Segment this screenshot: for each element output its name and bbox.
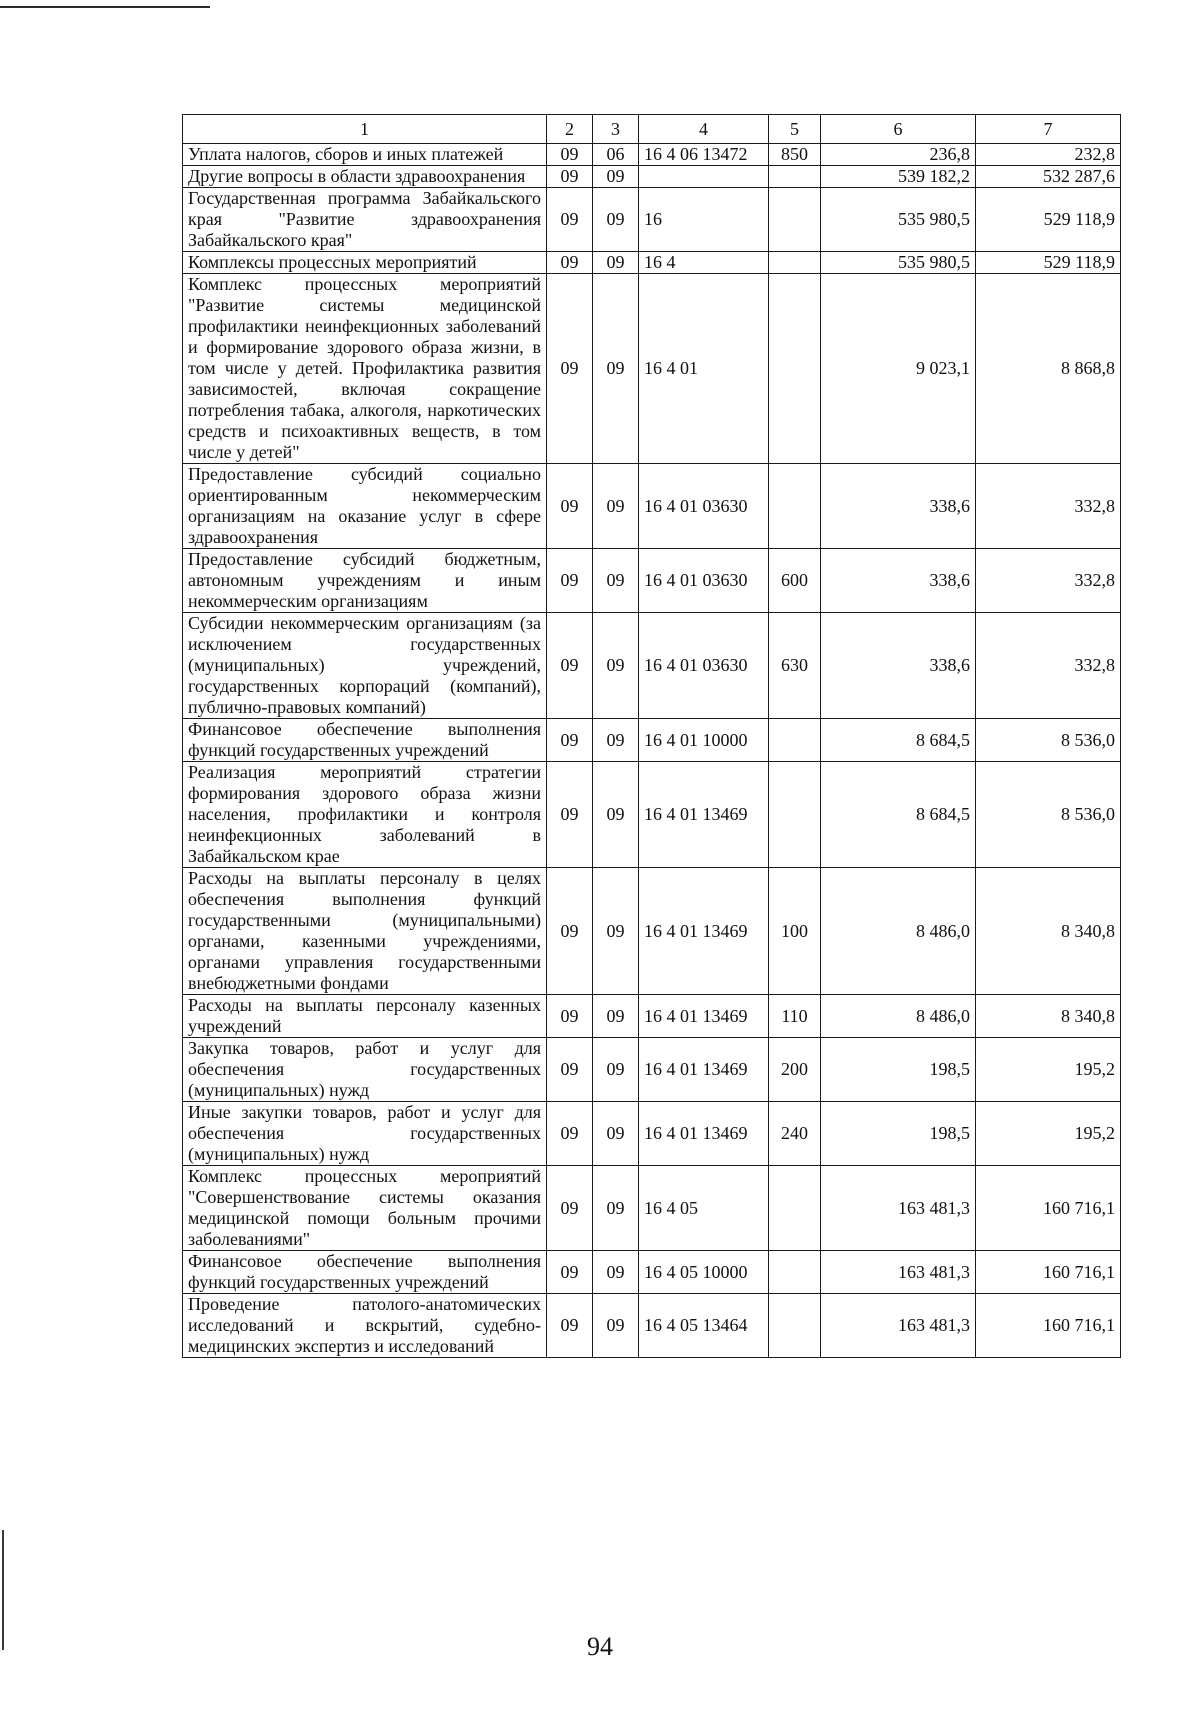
cell-expense-type bbox=[769, 464, 821, 549]
cell-name: Расходы на выплаты персоналу в целях обеспечения выполнения функций государственными (муниципальными) органами, казенными учреждениями, органами управления государственными внебюджетными фондами bbox=[183, 868, 547, 995]
cell-subsection: 09 bbox=[593, 719, 639, 762]
header-col-6: 6 bbox=[821, 115, 976, 144]
cell-section: 09 bbox=[547, 549, 593, 613]
budget-table bbox=[182, 114, 1121, 1358]
cell-section: 09 bbox=[547, 613, 593, 719]
cell-amount-6: 163 481,3 bbox=[821, 1166, 976, 1251]
table-row bbox=[183, 613, 1121, 719]
header-col-1: 1 bbox=[183, 115, 547, 144]
cell-amount-6: 163 481,3 bbox=[821, 1251, 976, 1294]
cell-subsection: 09 bbox=[593, 1102, 639, 1166]
cell-amount-6: 8 684,5 bbox=[821, 762, 976, 868]
table-row bbox=[183, 1251, 1121, 1294]
cell-expense-type: 850 bbox=[769, 144, 821, 166]
cell-amount-6: 539 182,2 bbox=[821, 166, 976, 188]
cell-amount-7: 8 536,0 bbox=[976, 719, 1121, 762]
cell-section: 09 bbox=[547, 1251, 593, 1294]
cell-name: Закупка товаров, работ и услуг для обеспечения государственных (муниципальных) нужд bbox=[183, 1038, 547, 1102]
cell-section: 09 bbox=[547, 252, 593, 274]
cell-amount-6: 338,6 bbox=[821, 613, 976, 719]
cell-section: 09 bbox=[547, 995, 593, 1038]
cell-subsection: 09 bbox=[593, 1038, 639, 1102]
cell-section: 09 bbox=[547, 1102, 593, 1166]
cell-amount-7: 532 287,6 bbox=[976, 166, 1121, 188]
table-row bbox=[183, 188, 1121, 252]
cell-amount-7: 160 716,1 bbox=[976, 1166, 1121, 1251]
cell-name: Государственная программа Забайкальского края "Развитие здравоохранения Забайкальского края" bbox=[183, 188, 547, 252]
cell-expense-type: 110 bbox=[769, 995, 821, 1038]
cell-subsection: 09 bbox=[593, 995, 639, 1038]
header-col-4: 4 bbox=[639, 115, 769, 144]
cell-name: Предоставление субсидий социально ориентированным некоммерческим организациям на оказание услуг в сфере здравоохранения bbox=[183, 464, 547, 549]
cell-target-article: 16 4 01 13469 bbox=[639, 868, 769, 995]
cell-subsection: 09 bbox=[593, 613, 639, 719]
table-row bbox=[183, 1166, 1121, 1251]
table-row bbox=[183, 1038, 1121, 1102]
cell-expense-type: 600 bbox=[769, 549, 821, 613]
cell-expense-type bbox=[769, 1294, 821, 1358]
table-row bbox=[183, 549, 1121, 613]
cell-name: Субсидии некоммерческим организациям (за исключением государственных (муниципальных) учреждений, государственных корпораций (компаний), публично-правовых компаний) bbox=[183, 613, 547, 719]
cell-expense-type bbox=[769, 274, 821, 464]
cell-name: Иные закупки товаров, работ и услуг для обеспечения государственных (муниципальных) нужд bbox=[183, 1102, 547, 1166]
cell-amount-7: 332,8 bbox=[976, 549, 1121, 613]
cell-amount-7: 195,2 bbox=[976, 1102, 1121, 1166]
cell-target-article: 16 4 05 10000 bbox=[639, 1251, 769, 1294]
cell-name: Реализация мероприятий стратегии формирования здорового образа жизни населения, профилактики и контроля неинфекционных заболеваний в Забайкальском крае bbox=[183, 762, 547, 868]
table-row bbox=[183, 719, 1121, 762]
cell-section: 09 bbox=[547, 1166, 593, 1251]
cell-expense-type bbox=[769, 1166, 821, 1251]
cell-expense-type: 630 bbox=[769, 613, 821, 719]
table-row bbox=[183, 144, 1121, 166]
table-row bbox=[183, 464, 1121, 549]
cell-target-article: 16 4 01 13469 bbox=[639, 995, 769, 1038]
cell-amount-7: 8 340,8 bbox=[976, 868, 1121, 995]
cell-expense-type bbox=[769, 762, 821, 868]
table-row bbox=[183, 1294, 1121, 1358]
cell-amount-7: 195,2 bbox=[976, 1038, 1121, 1102]
cell-section: 09 bbox=[547, 464, 593, 549]
cell-amount-6: 8 486,0 bbox=[821, 868, 976, 995]
cell-amount-6: 8 486,0 bbox=[821, 995, 976, 1038]
cell-amount-7: 160 716,1 bbox=[976, 1294, 1121, 1358]
table-row bbox=[183, 252, 1121, 274]
cell-name: Комплекс процессных мероприятий "Развитие системы медицинской профилактики неинфекционных заболеваний и формирование здорового образа жизни, в том числе у детей. Профилактика развития зависимостей, включая сокращение потребления табака, алкоголя, наркотических средств и психоактивных веществ, в том числе у детей" bbox=[183, 274, 547, 464]
cell-target-article: 16 4 01 03630 bbox=[639, 464, 769, 549]
cell-section: 09 bbox=[547, 1294, 593, 1358]
cell-amount-7: 529 118,9 bbox=[976, 252, 1121, 274]
cell-amount-6: 338,6 bbox=[821, 549, 976, 613]
cell-subsection: 09 bbox=[593, 252, 639, 274]
cell-section: 09 bbox=[547, 144, 593, 166]
cell-target-article: 16 4 06 13472 bbox=[639, 144, 769, 166]
cell-section: 09 bbox=[547, 719, 593, 762]
table-row bbox=[183, 274, 1121, 464]
cell-section: 09 bbox=[547, 868, 593, 995]
cell-expense-type bbox=[769, 719, 821, 762]
cell-name: Другие вопросы в области здравоохранения bbox=[183, 166, 547, 188]
cell-name: Расходы на выплаты персоналу казенных учреждений bbox=[183, 995, 547, 1038]
cell-target-article: 16 4 01 13469 bbox=[639, 762, 769, 868]
cell-name: Комплекс процессных мероприятий "Совершенствование системы оказания медицинской помощи больным прочими заболеваниями" bbox=[183, 1166, 547, 1251]
table-row bbox=[183, 995, 1121, 1038]
cell-subsection: 09 bbox=[593, 1294, 639, 1358]
cell-target-article: 16 4 bbox=[639, 252, 769, 274]
header-col-7: 7 bbox=[976, 115, 1121, 144]
cell-amount-7: 232,8 bbox=[976, 144, 1121, 166]
table-header-row bbox=[183, 115, 1121, 144]
cell-subsection: 09 bbox=[593, 188, 639, 252]
cell-expense-type bbox=[769, 166, 821, 188]
cell-target-article: 16 4 05 13464 bbox=[639, 1294, 769, 1358]
header-col-3: 3 bbox=[593, 115, 639, 144]
cell-amount-6: 9 023,1 bbox=[821, 274, 976, 464]
cell-amount-6: 535 980,5 bbox=[821, 252, 976, 274]
cell-subsection: 09 bbox=[593, 274, 639, 464]
cell-amount-7: 8 340,8 bbox=[976, 995, 1121, 1038]
cell-target-article bbox=[639, 166, 769, 188]
cell-amount-6: 8 684,5 bbox=[821, 719, 976, 762]
page-number: 94 bbox=[587, 1632, 613, 1661]
cell-amount-6: 535 980,5 bbox=[821, 188, 976, 252]
cell-target-article: 16 4 01 10000 bbox=[639, 719, 769, 762]
cell-expense-type: 200 bbox=[769, 1038, 821, 1102]
cell-target-article: 16 4 01 13469 bbox=[639, 1102, 769, 1166]
cell-subsection: 09 bbox=[593, 762, 639, 868]
cell-amount-7: 8 868,8 bbox=[976, 274, 1121, 464]
cell-amount-6: 338,6 bbox=[821, 464, 976, 549]
cell-section: 09 bbox=[547, 274, 593, 464]
cell-name: Проведение патолого-анатомических исследований и вскрытий, судебно-медицинских экспертиз и исследований bbox=[183, 1294, 547, 1358]
cell-amount-7: 8 536,0 bbox=[976, 762, 1121, 868]
cell-expense-type: 240 bbox=[769, 1102, 821, 1166]
cell-amount-6: 163 481,3 bbox=[821, 1294, 976, 1358]
cell-name: Уплата налогов, сборов и иных платежей bbox=[183, 144, 547, 166]
cell-target-article: 16 4 01 13469 bbox=[639, 1038, 769, 1102]
cell-amount-6: 236,8 bbox=[821, 144, 976, 166]
cell-amount-7: 332,8 bbox=[976, 613, 1121, 719]
cell-amount-6: 198,5 bbox=[821, 1038, 976, 1102]
cell-subsection: 06 bbox=[593, 144, 639, 166]
cell-expense-type bbox=[769, 1251, 821, 1294]
cell-expense-type bbox=[769, 188, 821, 252]
cell-subsection: 09 bbox=[593, 1251, 639, 1294]
cell-target-article: 16 4 01 03630 bbox=[639, 549, 769, 613]
cell-name: Предоставление субсидий бюджетным, автономным учреждениям и иным некоммерческим организациям bbox=[183, 549, 547, 613]
header-col-5: 5 bbox=[769, 115, 821, 144]
table-row bbox=[183, 166, 1121, 188]
cell-expense-type: 100 bbox=[769, 868, 821, 995]
cell-amount-7: 529 118,9 bbox=[976, 188, 1121, 252]
cell-name: Финансовое обеспечение выполнения функций государственных учреждений bbox=[183, 1251, 547, 1294]
header-col-2: 2 bbox=[547, 115, 593, 144]
cell-amount-7: 160 716,1 bbox=[976, 1251, 1121, 1294]
cell-expense-type bbox=[769, 252, 821, 274]
cell-subsection: 09 bbox=[593, 464, 639, 549]
cell-target-article: 16 bbox=[639, 188, 769, 252]
cell-target-article: 16 4 01 bbox=[639, 274, 769, 464]
cell-section: 09 bbox=[547, 166, 593, 188]
cell-section: 09 bbox=[547, 1038, 593, 1102]
cell-section: 09 bbox=[547, 188, 593, 252]
cell-subsection: 09 bbox=[593, 868, 639, 995]
cell-section: 09 bbox=[547, 762, 593, 868]
cell-name: Финансовое обеспечение выполнения функций государственных учреждений bbox=[183, 719, 547, 762]
table-row bbox=[183, 1102, 1121, 1166]
cell-subsection: 09 bbox=[593, 549, 639, 613]
cell-target-article: 16 4 05 bbox=[639, 1166, 769, 1251]
table-row bbox=[183, 868, 1121, 995]
cell-target-article: 16 4 01 03630 bbox=[639, 613, 769, 719]
cell-subsection: 09 bbox=[593, 166, 639, 188]
scan-artifact-top-line bbox=[0, 6, 210, 8]
cell-amount-7: 332,8 bbox=[976, 464, 1121, 549]
cell-name: Комплексы процессных мероприятий bbox=[183, 252, 547, 274]
cell-amount-6: 198,5 bbox=[821, 1102, 976, 1166]
table-row bbox=[183, 762, 1121, 868]
cell-subsection: 09 bbox=[593, 1166, 639, 1251]
